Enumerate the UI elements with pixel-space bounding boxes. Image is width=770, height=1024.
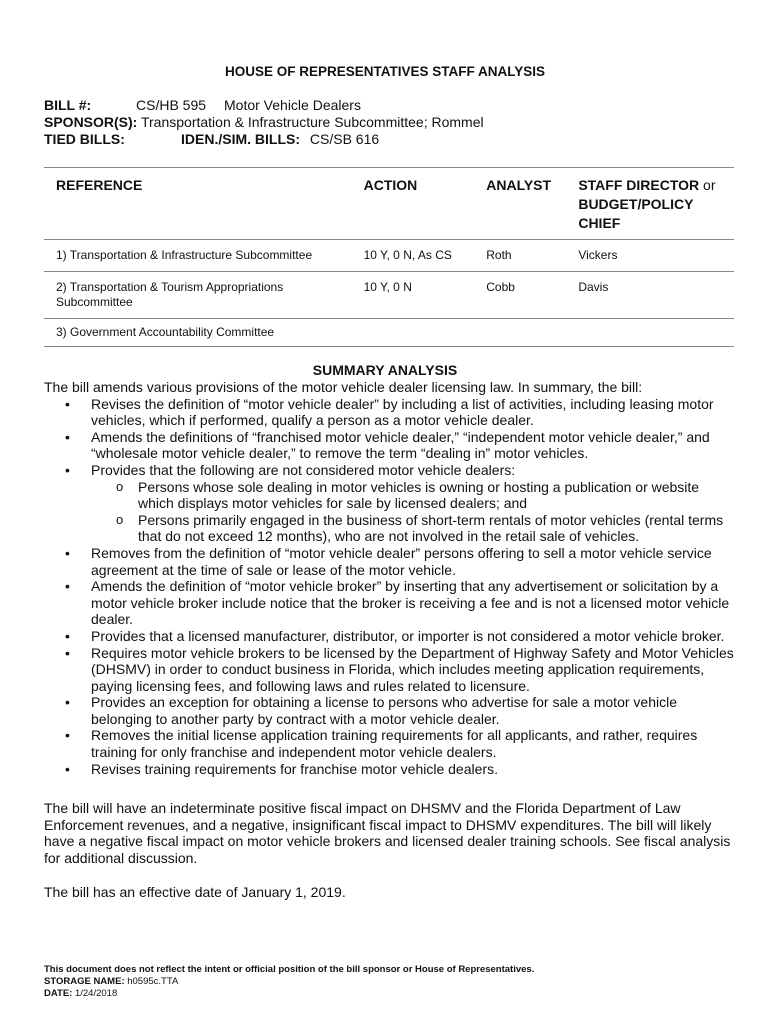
sub-list-item: o Persons whose sole dealing in motor vehicles is owning or hosting a publication or website which displays motor vehicles for sale by licensed dealers; and (91, 479, 734, 512)
reference-table-header (44, 168, 734, 240)
effective-date-paragraph: The bill has an effective date of January 1, 2019. (44, 884, 346, 900)
summary-heading: SUMMARY ANALYSIS (312, 362, 458, 378)
row-director: Vickers (578, 240, 734, 272)
fiscal-impact-paragraph: The bill will have an indeterminate positive fiscal impact on DHSMV and the Florida Department of Law Enforcement revenues, and a negative, insignificant fiscal impact to DHSMV expenditures. The bill will likely have a negative fiscal impact on motor vehicle brokers and licensed dealer training schools. See fiscal analysis for additional discussion. (44, 800, 731, 866)
bill-metadata (44, 97, 484, 148)
sub-list-item: o Persons primarily engaged in the business of short-term rentals of motor vehicles (rental terms that do not exceed 12 months), who are not involved in the retail sale of vehicles. (91, 512, 734, 545)
list-item: • Removes the initial license application training requirements for all applicants, and rather, requires training for only franchise and independent motor vehicle dealers. (44, 727, 734, 760)
row-action (364, 319, 487, 347)
storage-name-value: h0595c.TTA (127, 976, 179, 987)
list-item: • Revises the definition of “motor vehicle dealer” by including a list of activities, including leasing motor vehicles, which if performed, qualify a person as a motor vehicle dealer. (44, 396, 734, 429)
row-analyst: Roth (486, 240, 578, 272)
budget-policy-chief-label: BUDGET/POLICY CHIEF (578, 196, 694, 231)
list-item (44, 462, 734, 545)
list-item: • Removes from the definition of “motor vehicle dealer” persons offering to sell a motor vehicle service agreement at the time of sale or lease of the motor vehicle. (44, 545, 734, 578)
staff-director-label: STAFF DIRECTOR (578, 177, 700, 193)
list-item: • Requires motor vehicle brokers to be licensed by the Department of Highway Safety and Motor Vehicles (DHSMV) in order to conduct business in Florida, which includes meeting application requirements, paying licensing fees, and following laws and rules related to licensure. (44, 645, 734, 695)
or-label: or (703, 177, 716, 193)
table-row (44, 319, 734, 347)
header-analyst: ANALYST (486, 168, 578, 240)
summary-sub-list (91, 479, 734, 545)
tied-bills-label: TIED BILLS: (44, 131, 125, 147)
summary-intro: The bill amends various provisions of the motor vehicle dealer licensing law. In summary, the bill: (44, 379, 643, 395)
reference-table (44, 167, 734, 347)
iden-bills-value: CS/SB 616 (309, 131, 380, 147)
list-item: • Provides an exception for obtaining a license to persons who advertise for sale a motor vehicle belonging to another party by contract with a motor vehicle dealer. (44, 694, 734, 727)
row-analyst: Cobb (486, 272, 578, 319)
bill-title: Motor Vehicle Dealers (224, 97, 361, 113)
row-reference: 3) Government Accountability Committee (44, 319, 364, 347)
tied-bills-row (44, 131, 484, 148)
list-item: • Amends the definition of “motor vehicle broker” by inserting that any advertisement or solicitation by a motor vehicle broker include notice that the broker is receiving a fee and is not a licensed motor vehicle dealer. (44, 578, 734, 628)
row-director: Davis (578, 272, 734, 319)
summary-body (44, 379, 734, 777)
list-item: • Revises training requirements for franchise motor vehicle dealers. (44, 761, 734, 778)
row-director (578, 319, 734, 347)
summary-bullet-list (44, 396, 734, 778)
list-item-text: Provides that the following are not considered motor vehicle dealers: (91, 461, 516, 478)
storage-name-row (44, 976, 534, 988)
row-reference: 1) Transportation & Infrastructure Subcommittee (44, 240, 364, 272)
row-reference: 2) Transportation & Tourism Appropriations Subcommittee (44, 272, 364, 319)
header-action: ACTION (364, 168, 487, 240)
table-row (44, 272, 734, 319)
sponsor-value: Transportation & Infrastructure Subcommittee; Rommel (140, 114, 484, 130)
sponsor-label: SPONSOR(S): (44, 114, 138, 130)
row-action: 10 Y, 0 N (364, 272, 487, 319)
storage-name-label: STORAGE NAME: (44, 976, 125, 987)
list-item: • Amends the definitions of “franchised motor vehicle dealer,” “independent motor vehicle dealer,” and “wholesale motor vehicle dealer,” to remove the term “dealing in” motor vehicles. (44, 429, 734, 462)
list-item: • Provides that a licensed manufacturer, distributor, or importer is not considered a motor vehicle broker. (44, 628, 734, 645)
table-row (44, 240, 734, 272)
bill-number: CS/HB 595 (136, 97, 207, 113)
bill-label: BILL #: (44, 97, 92, 113)
page-footer (44, 964, 534, 1000)
date-value: 1/24/2018 (74, 988, 118, 999)
iden-bills-label: IDEN./SIM. BILLS: (181, 131, 300, 147)
page-title: HOUSE OF REPRESENTATIVES STAFF ANALYSIS (224, 64, 546, 79)
header-reference: REFERENCE (44, 168, 364, 240)
header-staff-director (578, 168, 734, 240)
bill-number-row (44, 97, 484, 114)
row-action: 10 Y, 0 N, As CS (364, 240, 487, 272)
footer-disclaimer: This document does not reflect the intent or official position of the bill sponsor or House of Representatives. (44, 964, 535, 975)
date-label: DATE: (44, 988, 73, 999)
row-analyst (486, 319, 578, 347)
sponsor-row (44, 114, 484, 131)
date-row (44, 988, 534, 1000)
